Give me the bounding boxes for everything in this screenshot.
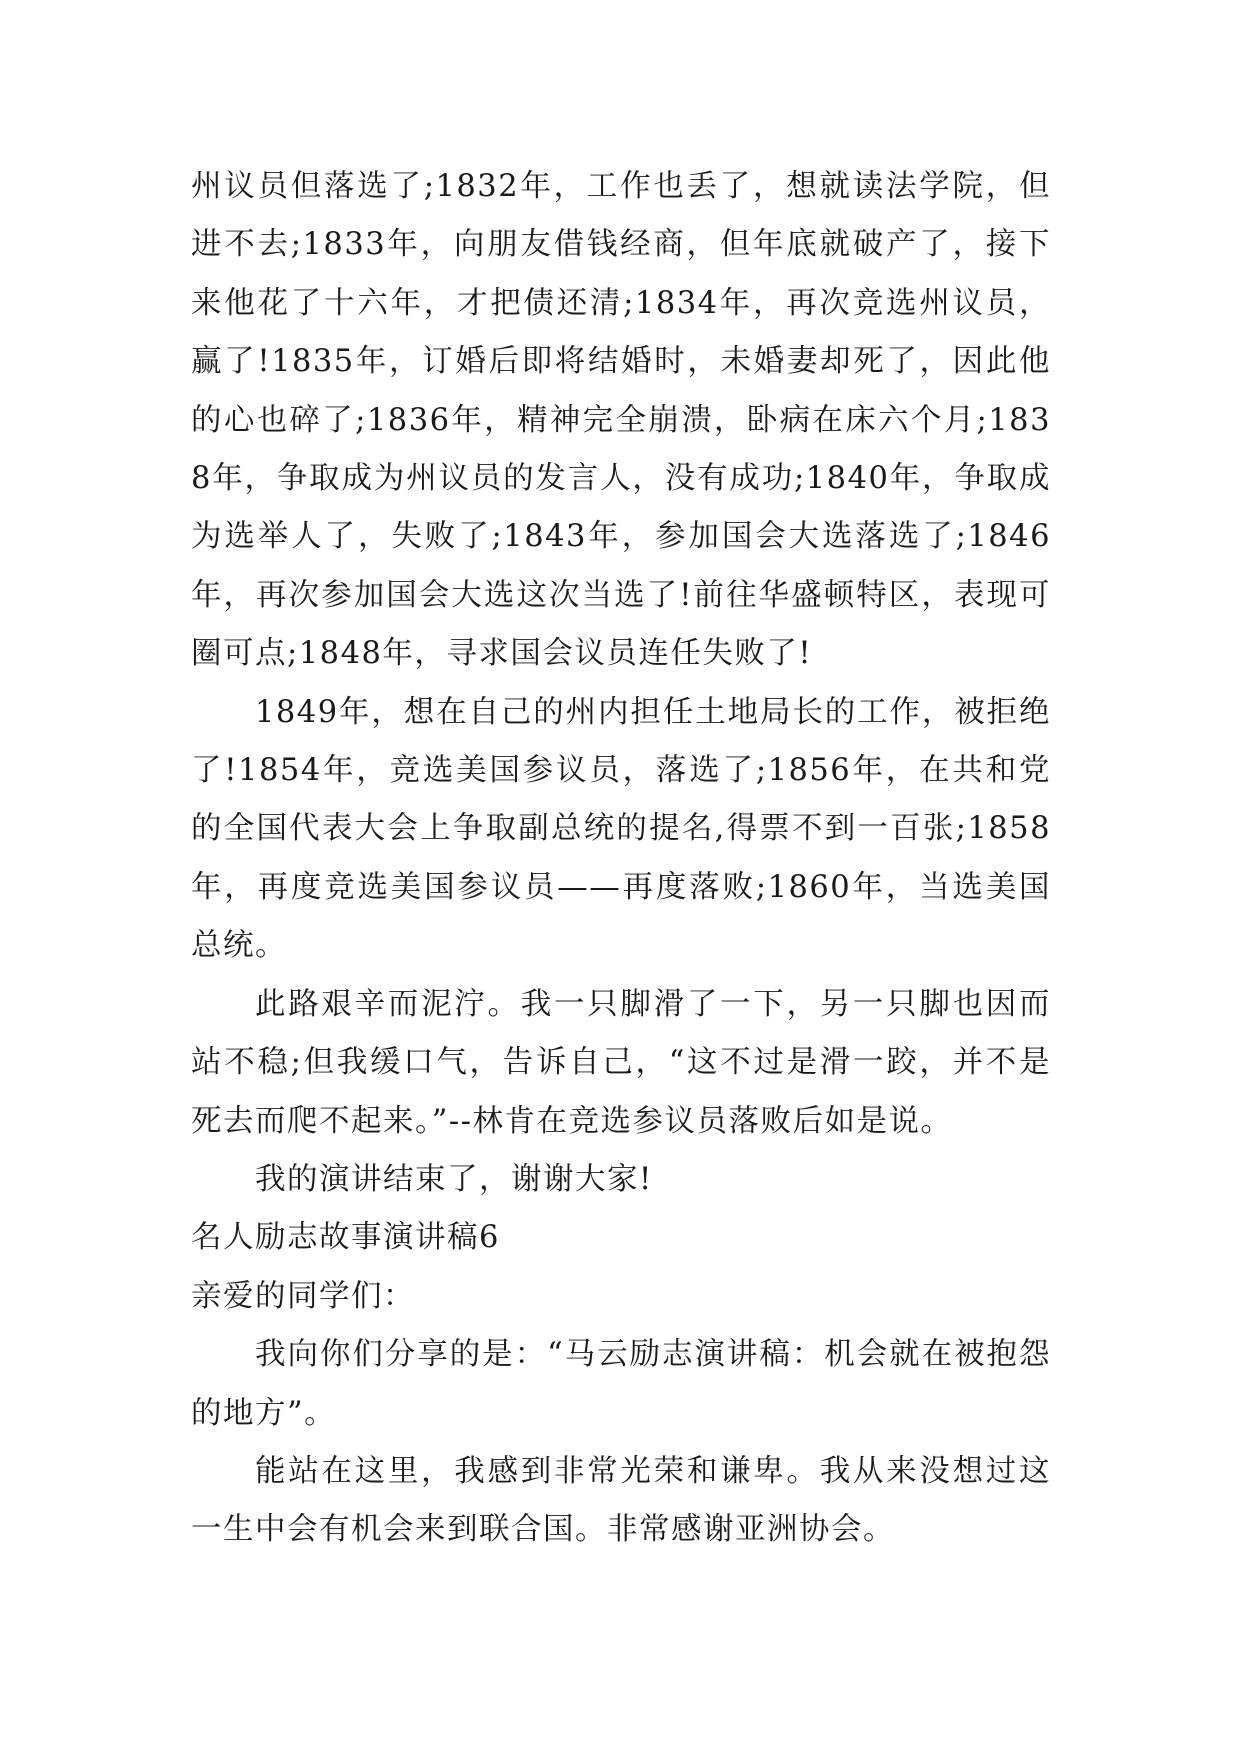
salutation: 亲爱的同学们： (191, 1278, 415, 1314)
paragraph-lincoln-early-career: 州议员但落选了;1832年，工作也丢了，想就读法学院，但进不去;1833年，向朋友借钱经商，但年底就破产了，接下来他花了十六年，才把债还清;1834年，再次竞选州议员，赢了!1835年，订婚后即将结婚时，未婚妻却死了，因此他的心也碎了;1836年，精神完全崩溃，卧病在床六个月;1838年，争取成为州议员的发言人，没有成功;1840年，争取成为选举人了，失败了;1843年，参加国会大选落选了;1846年，再次参加国会大选这次当选了!前往华盛顿特区，表现可圈可点;1848年，寻求国会议员连任失败了! (191, 169, 1051, 672)
paragraph-honor: 能站在这里，我感到非常光荣和谦卑。我从来没想过这一生中会有机会来到联合国。非常感谢亚洲协会。 (191, 1453, 1051, 1548)
paragraph-lincoln-later-career: 1849年，想在自己的州内担任土地局长的工作，被拒绝了!1854年，竞选美国参议员，落选了;1856年，在共和党的全国代表大会上争取副总统的提名,得票不到一百张;1858年，再度竞选美国参议员——再度落败;1860年，当选美国总统。 (191, 694, 1051, 964)
document-body (191, 158, 1051, 1560)
paragraph-speech-closing: 我的演讲结束了，谢谢大家! (255, 1161, 653, 1197)
paragraph-lincoln-quote: 此路艰辛而泥泞。我一只脚滑了一下，另一只脚也因而站不稳;但我缓口气，告诉自己，“这不过是滑一跤，并不是死去而爬不起来。”--林肯在竞选参议员落败后如是说。 (191, 986, 1051, 1139)
paragraph-share-intro: 我向你们分享的是：“马云励志演讲稿：机会就在被抱怨的地方”。 (191, 1337, 1051, 1431)
section-title: 名人励志故事演讲稿6 (191, 1220, 500, 1256)
